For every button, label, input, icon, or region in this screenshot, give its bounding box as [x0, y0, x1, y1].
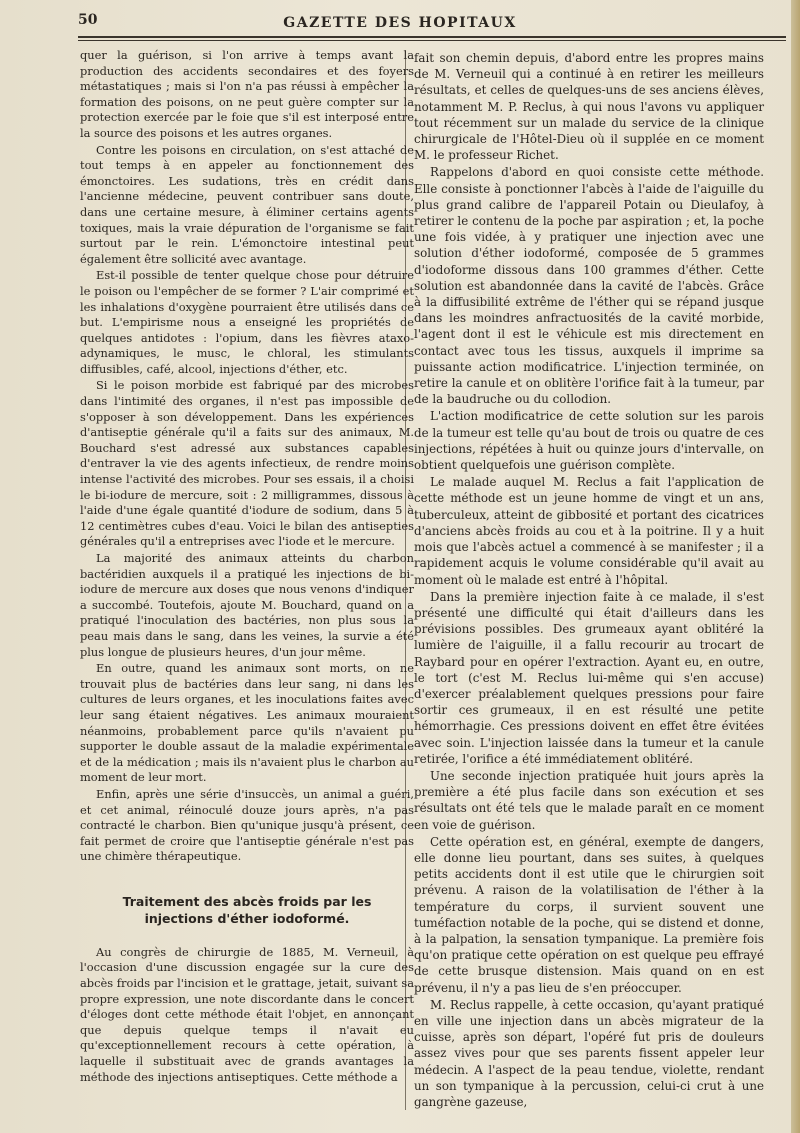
right-column [414, 50, 764, 1110]
paragraph: Une seconde injection pratiquée huit jours après la première a été plus facile dans son exécution et ses résultats ont été tels que le malade paraît en ce moment en voie de guérison. [414, 768, 764, 832]
page-number: 50 [78, 12, 98, 28]
paragraph: Le malade auquel M. Reclus a fait l'application de cette méthode est un jeune homme de vingt et un ans, tuberculeux, atteint de gibbosité et portant des cicatrices d'anciens abcès froids au cou et à la poitrine. Il y a huit mois que l'abcès actuel a commencé à se manifester ; il a rapidement acquis le volume considérable qu'il avait au moment où le malade est entré à l'hôpital. [414, 475, 764, 587]
page-edge [791, 0, 800, 1133]
paragraph: La majorité des animaux atteints du charbon bactéridien auxquels il a pratiqué les injections de bi-iodure de mercure aux doses que nous venons d'indiquer a succombé. Toutefois, ajoute M. Bouchard, quand on a pratiqué l'inoculation des bactéries, non plus sous la peau mais dans le sang, dans les veines, la survie a été plus longue de plusieurs heures, d'un jour même. [80, 551, 414, 659]
paragraph: L'action modificatrice de cette solution sur les parois de la tumeur est telle qu'au bout de trois ou quatre de ces injections, répétées à huit ou quinze jours d'intervalle, on obtient quelquefois une guérison complète. [414, 409, 764, 473]
header-rule [78, 36, 786, 38]
paragraph: Cette opération est, en général, exempte de dangers, elle donne lieu pourtant, dans ses suites, à quelques petits accidents dont il est utile que le chirurgien soit prévenu. A raison de la volatilisation de l'éther à la température du corps, il survient souvent une tuméfaction notable de la poche, qui se distend et donne, à la palpation, la sensation tympanique. La première fois qu'on pratique cette opération on est quelque peu effrayé de cette brusque distension. Mais quand on en est prévenu, il n'y a pas lieu de s'en préoccuper. [414, 834, 764, 995]
paragraph: En outre, quand les animaux sont morts, on ne trouvait plus de bactéries dans leur sang, ni dans les cultures de leurs organes, et les inoculations faites avec leur sang étaient négatives. Les animaux mouraient néanmoins, probablement parce qu'ils n'avaient pu supporter le double assaut de la maladie expérimentale et de la médication ; mais ils n'avaient plus le charbon au moment de leur mort. [80, 661, 414, 785]
running-title: GAZETTE DES HOPITAUX [283, 15, 517, 31]
paragraph: Au congrès de chirurgie de 1885, M. Verneuil, à l'occasion d'une discussion engagée sur la cure des abcès froids par l'incision et le grattage, jetait, suivant sa propre expression, une note discordante dans le concert d'éloges dont cette méthode était l'objet, en annonçant que depuis quelque temps il n'avait eu qu'exceptionnellement recours à cette opération, à laquelle il substituait avec de grands avantages la méthode des injections antiseptiques. Cette méthode a [80, 944, 414, 1084]
paragraph: fait son chemin depuis, d'abord entre les propres mains de M. Verneuil qui a continué à en retirer les meilleurs résultats, et celles de quelques-uns de ses anciens élèves, notamment M. P. Reclus, à qui nous l'avons vu appliquer tout récemment sur un malade du service de la clinique chirurgicale de l'Hôtel-Dieu où il supplée en ce moment M. le professeur Richet. [414, 51, 764, 163]
paragraph: Rappelons d'abord en quoi consiste cette méthode. Elle consiste à ponctionner l'abcès à l'aide de l'aiguille du plus grand calibre de l'appareil Potain ou Dieulafoy, à retirer le contenu de la poche par aspiration ; et, la poche une fois vidée, à y pratiquer une injection avec une solution d'éther iodoformé, composée de 5 grammes d'iodoforme dissous dans 100 grammes d'éther. Cette solution est abandonnée dans la cavité de l'abcès. Grâce à la diffusibilité extrême de l'éther qui se répand jusque dans les moindres anfractuosités de la cavité morbide, l'agent dont il est le véhicule est mis directement en contact avec tous les tissus, auxquels il imprime sa puissante action modificatrice. L'injection terminée, on retire la canule et on oblitère l'orifice fait à la tumeur, par de la baudruche ou du collodion. [414, 165, 764, 407]
paragraph: Dans la première injection faite à ce malade, il s'est présenté une difficulté qui était d'ailleurs dans les prévisions possibles. Des grumeaux ayant oblitéré la lumière de l'aiguille, il a fallu recourir au trocart de Raybard pour en opérer l'extraction. Ayant eu, en outre, le tort (c'est M. Reclus lui-même qui s'en accuse) d'exercer préalablement quelques pressions pour faire sortir ces grumeaux, il en est résulté une petite hémorrhagie. Ces pressions doivent en effet être évitées avec soin. L'injection laissée dans la tumeur et la canule retirée, l'orifice a été immédiatement oblitéré. [414, 589, 764, 766]
paragraph: M. Reclus rappelle, à cette occasion, qu'ayant pratiqué en ville une injection dans un abcès migrateur de la cuisse, après son départ, l'opéré fut pris de douleurs assez vives pour que ses parents fissent appeler leur médecin. A l'aspect de la peau tendue, violette, rendant un son tympanique à la percussion, celui-ci crut à une gangrène gazeuse, [414, 997, 764, 1109]
paragraph: Contre les poisons en circulation, on s'est attaché de tout temps à en appeler au fonctionnement des émonctoires. Les sudations, très en crédit dans l'ancienne médecine, peuvent contribuer sans doute, dans une certaine mesure, à éliminer certains agents toxiques, mais la vraie dépuration de l'organisme se fait surtout par le rein. L'émonctoire intestinal peut également être sollicité avec avantage. [80, 142, 414, 266]
paragraph: Si le poison morbide est fabriqué par des microbes dans l'intimité des organes, il n'est pas impossible de s'opposer à son développement. Dans les expériences d'antiseptie générale qu'il a faits sur des animaux, M. Bouchard s'est adressé aux substances capables d'entraver la vie des agents infectieux, de rendre moins intense l'activité des microbes. Pour ses essais, il a choisi le bi-iodure de mercure, soit : 2 milligrammes, dissous à l'aide d'une égale quantité d'iodure de sodium, dans 5 à 12 centimètres cubes d'eau. Voici le bilan des antisepties générales qu'il a entreprises avec l'iode et le mercure. [80, 378, 414, 549]
left-column [80, 48, 414, 1085]
paragraph: quer la guérison, si l'on arrive à temps avant la production des accidents secondaires et des foyers métastatiques ; mais si l'on n'a pas réussi à empêcher la formation des poisons, on ne peut guère compter sur la protection exercée par le foie que s'il est interposé entre la source des poisons et les autres organes. [80, 48, 414, 140]
header-rule-thin [78, 40, 786, 41]
section-title: Traitement des abcès froids par les injections d'éther iodoformé. [122, 893, 372, 926]
paragraph: Enfin, après une série d'insuccès, un animal a guéri, et cet animal, réinoculé douze jours après, n'a pas contracté le charbon. Bien qu'unique jusqu'à présent, ce fait permet de croire que l'antiseptie générale n'est pas une chimère thérapeutique. [80, 786, 414, 864]
paragraph: Est-il possible de tenter quelque chose pour détruire le poison ou l'empêcher de se former ? L'air comprimé et les inhalations d'oxygène pourraient être utilisés dans ce but. L'empirisme nous a enseigné les propriétés de quelques antidotes : l'opium, dans les fièvres ataxo-adynamiques, le musc, le chloral, les stimulants diffusibles, café, alcool, injections d'éther, etc. [80, 268, 414, 376]
